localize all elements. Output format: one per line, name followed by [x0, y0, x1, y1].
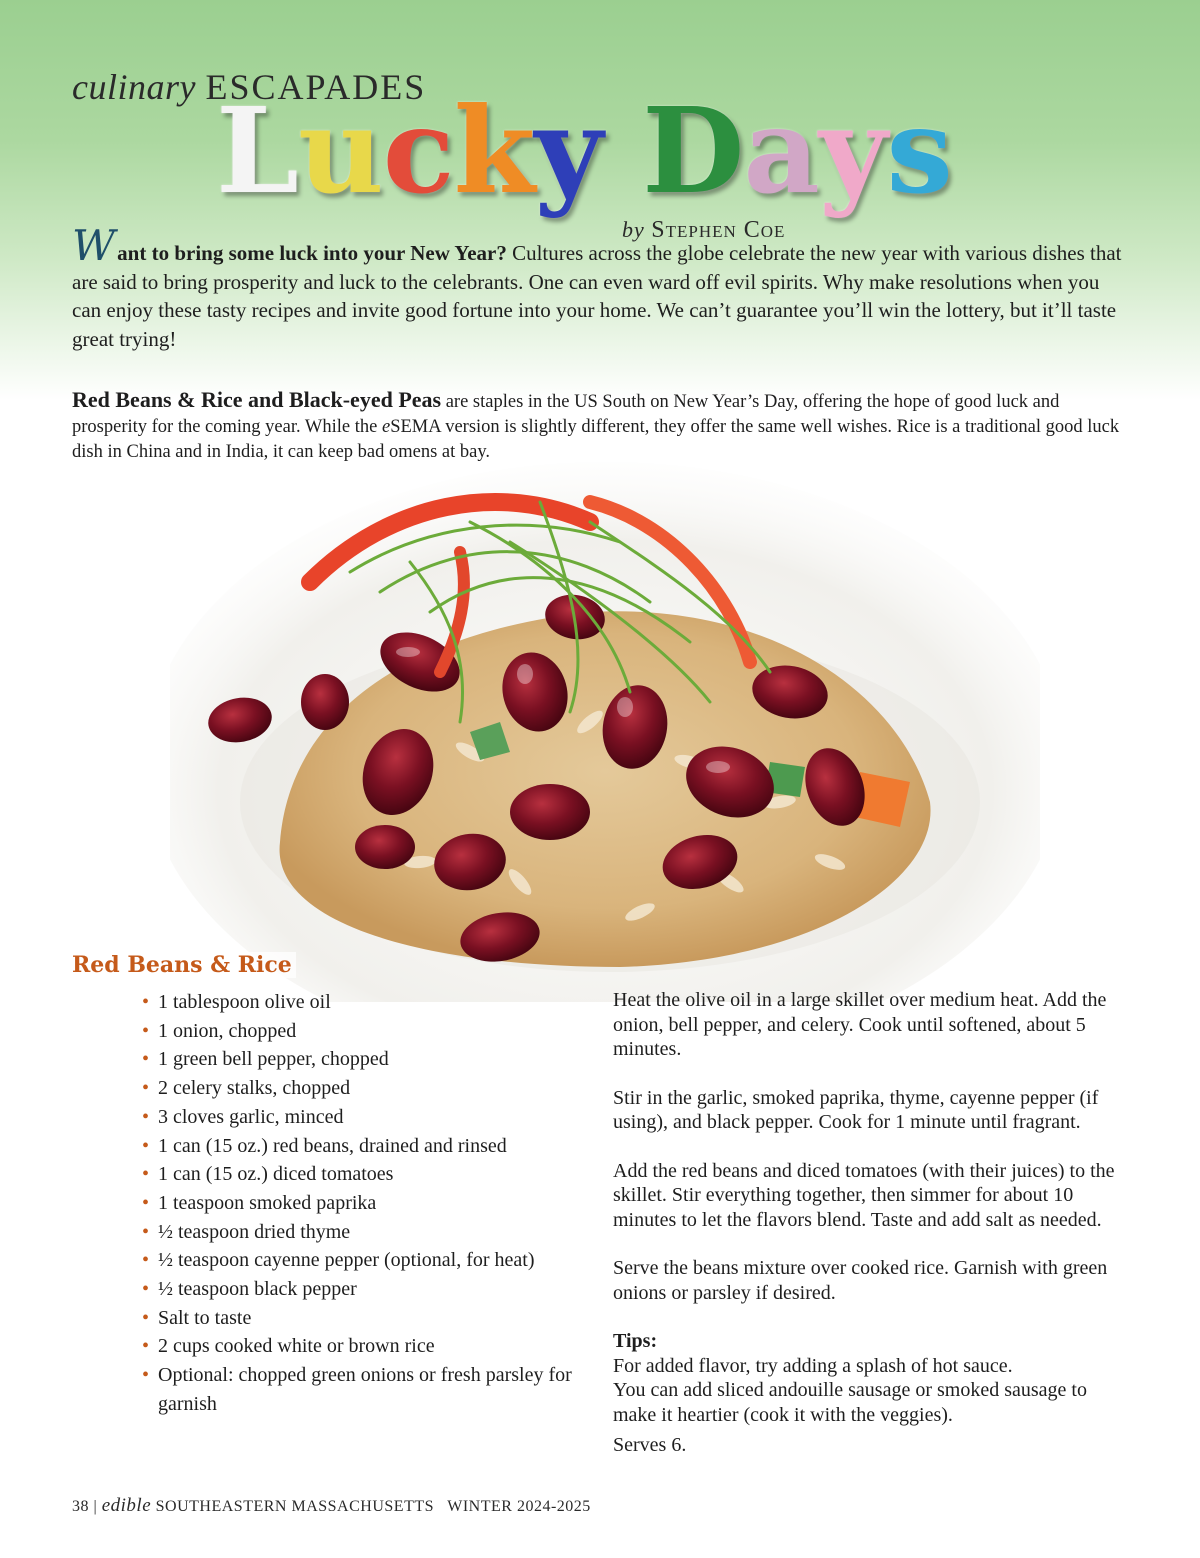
kicker-italic: culinary [72, 67, 196, 107]
ingredient-item: • 2 celery stalks, chopped [142, 1074, 582, 1103]
section-lead: Red Beans & Rice and Black-eyed Peas [72, 387, 442, 412]
ingredient-item: • 1 onion, chopped [142, 1017, 582, 1046]
section-intro [72, 387, 1132, 465]
title-letter: k [453, 81, 535, 220]
publication-name: SOUTHEASTERN MASSACHUSETTS [155, 1498, 435, 1515]
direction-step: Stir in the garlic, smoked paprika, thyme, cayenne pepper (if using), and black pepper. Cook for 1 minute until fragrant. [613, 1086, 1099, 1133]
footer-separator: | [93, 1498, 98, 1515]
tip-item: For added flavor, try adding a splash of hot sauce. [613, 1354, 1013, 1377]
title-letter: a [743, 81, 819, 220]
intro-lead: ant to bring some luck into your New Year? [117, 241, 507, 265]
kicker-caps: ESCAPADES [205, 67, 427, 107]
drop-cap: W [72, 221, 116, 270]
title-letter: D [642, 81, 744, 220]
ingredient-item: • 3 cloves garlic, minced [142, 1103, 582, 1132]
direction-steps [613, 988, 1133, 1305]
title-letter: c [382, 81, 454, 220]
issue-date: WINTER 2024-2025 [447, 1498, 591, 1515]
tips-heading: Tips: [613, 1330, 658, 1352]
intro-text: Cultures across the globe celebrate the new year with various dishes that are said to bring prosperity and luck to the celebrants. One can even ward off evil spirits. Why make resolutions when you can enjoy these tasty recipes and invite good fortune into your home. We can’t guarantee you’ll win the lottery, but it’ll taste great trying! [72, 241, 1122, 351]
title-letter [602, 81, 642, 220]
direction-step: Serve the beans mixture over cooked rice. Garnish with green onions or parsley if desired. [613, 1257, 1108, 1304]
ingredient-item: • Salt to taste [142, 1304, 582, 1333]
byline-by: by [622, 217, 645, 242]
ingredient-item: • 1 green bell pepper, chopped [142, 1045, 582, 1074]
serves-line: Serves 6. [613, 1434, 687, 1456]
title-letter: y [534, 81, 602, 220]
ingredient-item: • Optional: chopped green onions or fresh parsley for garnish [142, 1361, 582, 1418]
page-footer [72, 1495, 591, 1517]
page-number: 38 [72, 1498, 89, 1515]
section-text-2: version is slightly different, they offer the same well wishes. Rice is a traditional good luck dish in China and in India, it can keep bad omens at bay. [72, 417, 1120, 462]
ingredient-item: • 1 can (15 oz.) red beans, drained and rinsed [142, 1132, 582, 1161]
recipe-title: Red Beans & Rice [72, 952, 296, 978]
publication-edible: edible [101, 1495, 152, 1516]
ingredient-item: • ½ teaspoon dried thyme [142, 1218, 582, 1247]
author-name: Stephen Coe [651, 217, 786, 243]
tips-block [613, 1329, 1133, 1427]
ingredient-item: • 1 tablespoon olive oil [142, 988, 582, 1017]
dish-photo [170, 462, 1040, 1002]
title-letter: L [216, 81, 298, 220]
ingredient-item: • 1 teaspoon smoked paprika [142, 1189, 582, 1218]
title-letter: u [297, 81, 383, 220]
ingredient-item: • 1 can (15 oz.) diced tomatoes [142, 1160, 582, 1189]
ingredient-item: • ½ teaspoon cayenne pepper (optional, for heat) [142, 1246, 582, 1275]
ingredient-list [142, 988, 582, 1419]
direction-step: Add the red beans and diced tomatoes (with their juices) to the skillet. Stir everything together, then simmer for about 10 minutes to let the flavors blend. Taste and add salt as needed. [613, 1159, 1115, 1231]
tip-item: You can add sliced andouille sausage or smoked sausage to make it heartier (cook it with the veggies). [613, 1379, 1087, 1426]
section-text-1: are staples in the US South on New Year’s Day, offering the hope of good luck and prosperity for the coming year. While the [72, 392, 1060, 437]
title-letter: y [818, 81, 887, 220]
direction-step: Heat the olive oil in a large skillet over medium heat. Add the onion, bell pepper, and celery. Cook until softened, about 5 minutes. [613, 989, 1107, 1060]
esema-word: eSEMA [381, 417, 441, 437]
ingredient-item: • ½ teaspoon black pepper [142, 1275, 582, 1304]
title-letter: s [886, 81, 952, 220]
recipe-directions [613, 988, 1133, 1482]
ingredient-item: • 2 cups cooked white or brown rice [142, 1332, 582, 1361]
